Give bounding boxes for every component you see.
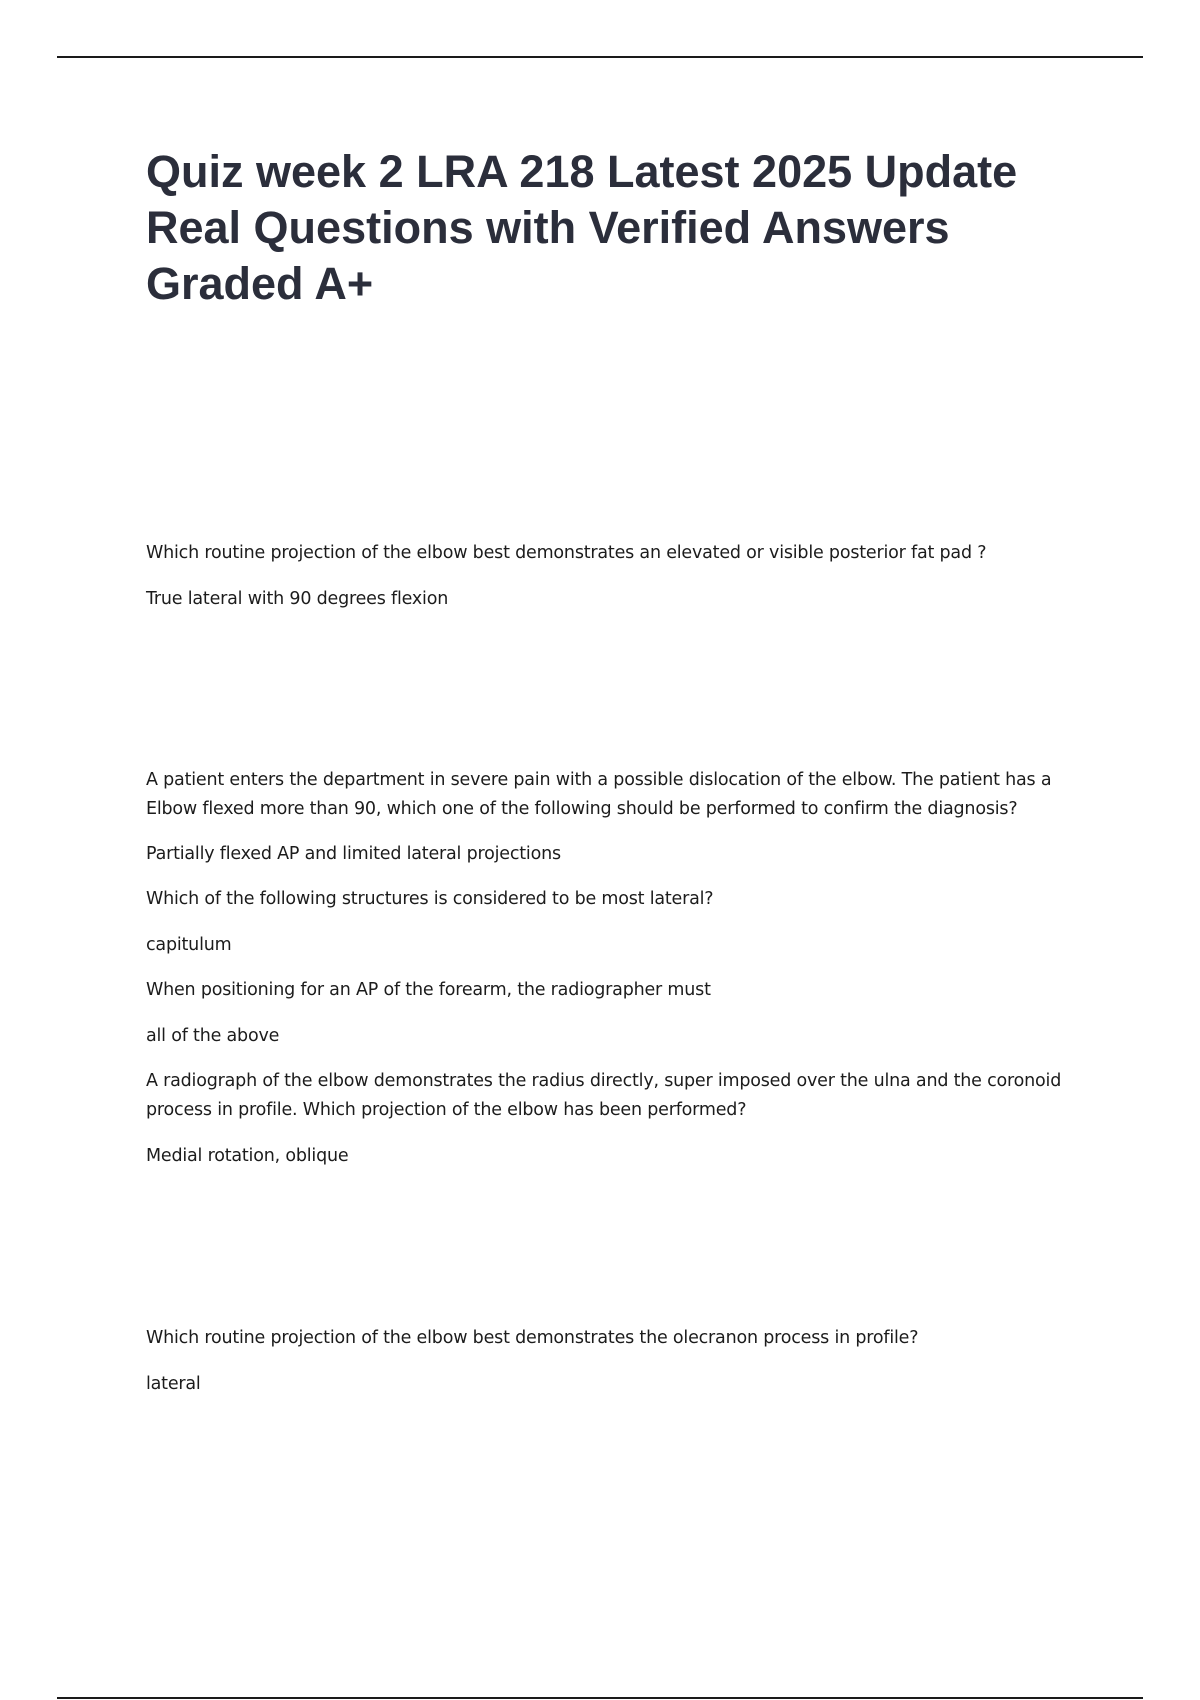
question-2: A patient enters the department in severe pain with a possible dislocation of the elbow. The patient has a Elbow flexed more than 90, which one of the following should be performed to confirm the diagnosis?	[146, 770, 1052, 819]
answer-6: lateral	[146, 1374, 201, 1394]
document-title: Quiz week 2 LRA 218 Latest 2025 Update Real Questions with Verified Answers Graded A+	[146, 146, 1018, 309]
header-rule	[57, 56, 1143, 58]
answer-2: Partially flexed AP and limited lateral projections	[146, 844, 561, 864]
question-5: A radiograph of the elbow demonstrates the radius directly, super imposed over the ulna and the coronoid process in profile. Which projection of the elbow has been performed?	[146, 1071, 1062, 1120]
answer-4: all of the above	[146, 1026, 280, 1046]
answer-5: Medial rotation, oblique	[146, 1146, 349, 1166]
question-6: Which routine projection of the elbow best demonstrates the olecranon process in profile?	[146, 1328, 919, 1348]
footer-rule	[57, 1697, 1143, 1699]
question-4: When positioning for an AP of the forearm, the radiographer must	[146, 980, 711, 1000]
answer-3: capitulum	[146, 935, 232, 955]
question-3: Which of the following structures is considered to be most lateral?	[146, 889, 714, 909]
answer-1: True lateral with 90 degrees flexion	[146, 589, 449, 609]
question-1: Which routine projection of the elbow best demonstrates an elevated or visible posterior fat pad ?	[146, 543, 987, 563]
